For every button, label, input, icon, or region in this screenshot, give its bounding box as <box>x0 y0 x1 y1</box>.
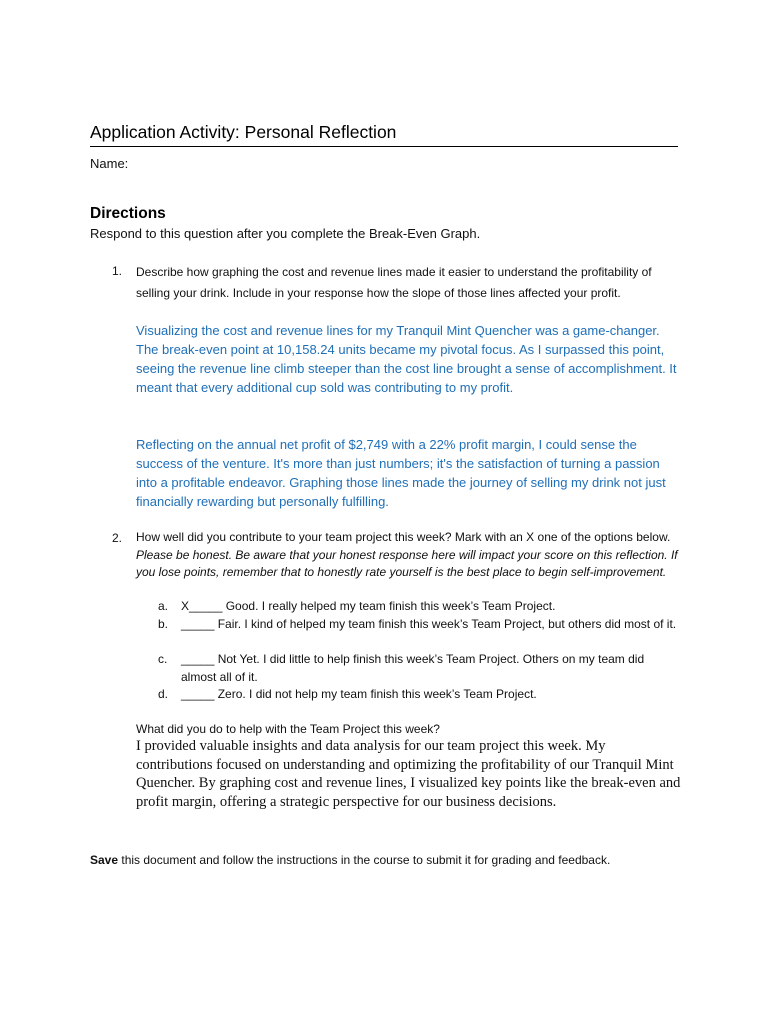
question-1-number: 1. <box>112 264 123 278</box>
question-2-number: 2. <box>112 531 123 545</box>
option-b-letter: b. <box>158 617 169 631</box>
question-1-answer-paragraph-1: Visualizing the cost and revenue lines for my Tranquil Mint Quencher was a game-changer. The break-even point at 10,158.24 units became my pivotal focus. As I surpassed this point, seeing the revenue line climb steeper than the cost line brought a sense of accomplishment. It meant that every additional cup sold was contributing to my profit. <box>136 323 677 395</box>
directions-heading: Directions <box>90 205 166 222</box>
option-c-letter: c. <box>158 652 168 666</box>
team-project-question: What did you do to help with the Team Project this week? <box>136 722 440 736</box>
option-b-text: _____ Fair. I kind of helped my team finish this week’s Team Project, but others did most of it. <box>181 617 677 631</box>
question-2-prompt: How well did you contribute to your team project this week? Mark with an X one of the options below. <box>136 530 671 544</box>
option-c-text: _____ Not Yet. I did little to help finish this week’s Team Project. Others on my team did almost all of it. <box>181 652 645 684</box>
question-1-answer-paragraph-2: Reflecting on the annual net profit of $2,749 with a 22% profit margin, I could sense the success of the venture. It's more than just numbers; it's the satisfaction of turning a passion into a profitable endeavor. Graphing those lines made the journey of selling my drink not just financially rewarding but personally fulfilling. <box>136 437 666 509</box>
name-label: Name: <box>90 156 129 171</box>
option-a-letter: a. <box>158 599 169 613</box>
team-project-answer: I provided valuable insights and data analysis for our team project this week. My contributions focused on understanding and optimizing the profitability of our Tranquil Mint Quencher. By graphing cost and revenue lines, I visualized key points like the break-even and profit margin, offering a strategic perspective for our business decisions. <box>136 738 681 810</box>
directions-text: Respond to this question after you complete the Break-Even Graph. <box>90 226 481 241</box>
document-title: Application Activity: Personal Reflection <box>90 120 678 147</box>
option-d-letter: d. <box>158 687 169 701</box>
footer-instruction <box>90 851 610 869</box>
option-a-text: X_____ Good. I really helped my team finish this week’s Team Project. <box>181 599 556 613</box>
question-2-text <box>136 529 680 582</box>
question-2-honesty-note: Please be honest. Be aware that your honest response here will impact your score on this reflection. If you lose points, remember that to honestly rate yourself is the best place to begin self-improvement. <box>136 547 678 579</box>
question-1-text: Describe how graphing the cost and revenue lines made it easier to understand the profitability of selling your drink. Include in your response how the slope of those lines affected your profit. <box>136 265 652 300</box>
option-d-text: _____ Zero. I did not help my team finish this week’s Team Project. <box>181 687 537 701</box>
footer-text: this document and follow the instructions in the course to submit it for grading and feedback. <box>118 853 611 867</box>
footer-save-word: Save <box>90 853 119 867</box>
